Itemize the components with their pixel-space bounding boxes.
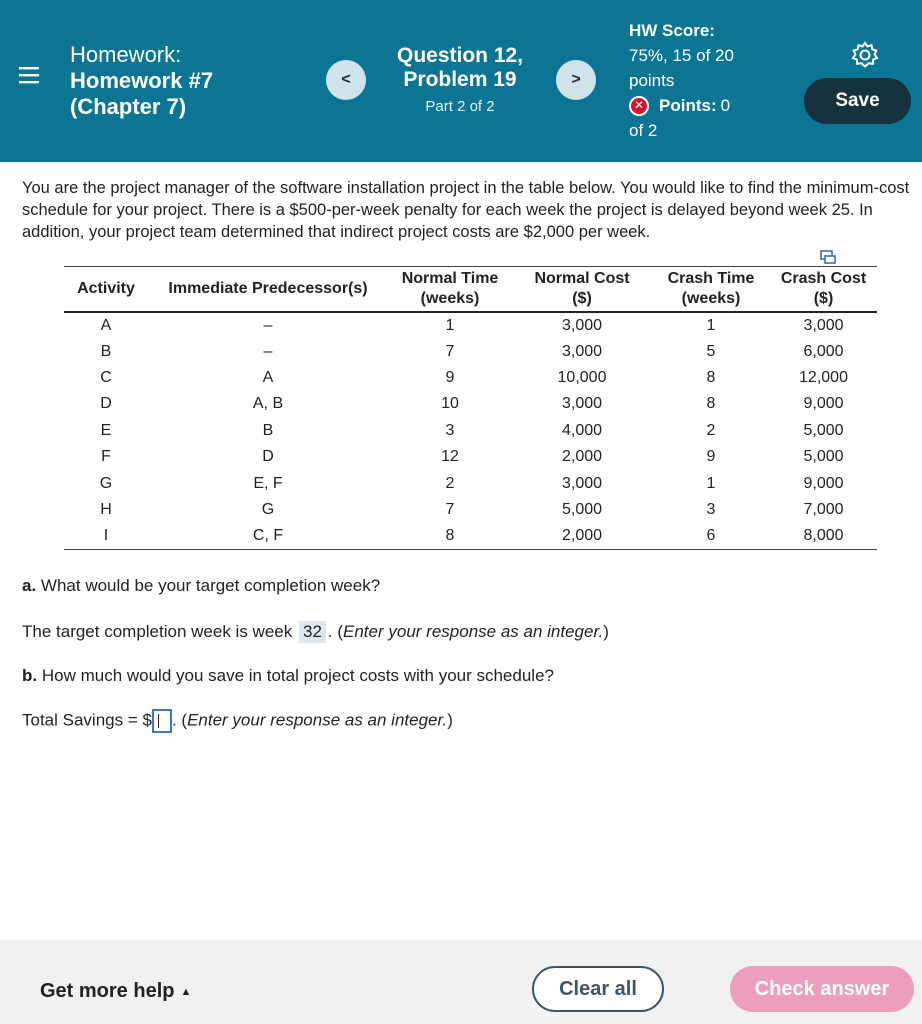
points-value: 0 bbox=[720, 96, 731, 115]
cell-crash-cost: 7,000 bbox=[803, 500, 844, 518]
cell-crash-time: 9 bbox=[706, 448, 716, 466]
part-a-answer-suffix: . ( bbox=[327, 622, 344, 641]
question-problem: Problem 19 bbox=[403, 68, 517, 91]
cell-crash-cost: 5,000 bbox=[803, 448, 844, 466]
part-b-answer-suffix: . ( bbox=[171, 710, 188, 730]
cell-activity: G bbox=[99, 474, 113, 492]
cell-normal-cost: 3,000 bbox=[561, 395, 603, 413]
table-row bbox=[64, 444, 877, 470]
cell-crash-cost: 9,000 bbox=[803, 474, 844, 492]
question-info bbox=[380, 44, 540, 115]
cell-activity: I bbox=[103, 527, 109, 545]
part-a-answer-hint: Enter your response as an integer. bbox=[343, 622, 604, 641]
points-of: of 2 bbox=[629, 121, 658, 140]
cell-normal-time: 8 bbox=[445, 527, 455, 545]
table-row bbox=[64, 418, 877, 444]
part-a-answer-line bbox=[22, 621, 609, 643]
part-a-question-text: What would be your target completion week? bbox=[40, 576, 381, 595]
cell-crash-time: 8 bbox=[706, 368, 716, 386]
header-crash-cost: Crash Cost ($) bbox=[780, 270, 867, 307]
homework-name: Homework #7 bbox=[70, 68, 214, 93]
table-row bbox=[64, 470, 877, 496]
cell-activity: C bbox=[100, 368, 112, 386]
hw-score-unit: points bbox=[629, 71, 675, 90]
header-normal-cost: Normal Cost ($) bbox=[534, 270, 630, 307]
cell-activity: B bbox=[100, 342, 112, 360]
table-row bbox=[64, 523, 877, 549]
cell-predecessor: A bbox=[262, 368, 274, 386]
table-header-row bbox=[64, 267, 877, 313]
cell-predecessor: C, F bbox=[252, 527, 284, 545]
cell-predecessor: A, B bbox=[252, 395, 284, 413]
incorrect-x-icon: ✕ bbox=[629, 96, 649, 116]
previous-question-button[interactable]: < bbox=[326, 60, 366, 100]
part-b-answer-close: ) bbox=[447, 710, 453, 730]
part-b-question-text: How much would you save in total project costs with your schedule? bbox=[41, 666, 554, 685]
homework-title bbox=[70, 42, 213, 120]
activity-table bbox=[64, 266, 877, 550]
cell-crash-cost: 9,000 bbox=[803, 395, 844, 413]
cell-crash-cost: 5,000 bbox=[803, 421, 844, 439]
homework-chapter: (Chapter 7) bbox=[70, 94, 187, 119]
cell-crash-time: 1 bbox=[706, 316, 716, 334]
part-b-question bbox=[22, 666, 554, 686]
bottom-toolbar bbox=[0, 940, 922, 1024]
caret-up-icon: ▲ bbox=[180, 985, 192, 998]
table-row bbox=[64, 338, 877, 364]
cell-activity: D bbox=[100, 395, 112, 413]
cell-crash-cost: 12,000 bbox=[799, 368, 848, 386]
total-savings-input[interactable] bbox=[152, 709, 172, 733]
cell-normal-cost: 3,000 bbox=[561, 316, 603, 334]
header-activity: Activity bbox=[77, 280, 135, 297]
cell-normal-cost: 5,000 bbox=[561, 500, 603, 518]
cell-crash-cost: 8,000 bbox=[803, 527, 844, 545]
part-a-answer-value[interactable]: 32 bbox=[299, 621, 326, 643]
cell-crash-time: 5 bbox=[706, 342, 716, 360]
cell-normal-time: 10 bbox=[441, 395, 459, 413]
cell-crash-time: 8 bbox=[706, 395, 716, 413]
part-b-answer-hint: Enter your response as an integer. bbox=[187, 710, 448, 730]
table-row bbox=[64, 391, 877, 417]
part-b-answer-prefix: Total Savings = $ bbox=[22, 710, 152, 730]
part-b-label: b. bbox=[22, 666, 38, 685]
table-row bbox=[64, 312, 877, 338]
cell-normal-cost: 4,000 bbox=[561, 421, 603, 439]
cell-activity: H bbox=[100, 500, 112, 518]
cell-predecessor: E, F bbox=[253, 474, 283, 492]
part-a-label: a. bbox=[22, 576, 37, 595]
score-panel bbox=[629, 18, 734, 143]
points-row bbox=[629, 93, 734, 118]
cell-normal-cost: 10,000 bbox=[557, 368, 607, 386]
cell-normal-time: 3 bbox=[445, 421, 455, 439]
cell-crash-time: 1 bbox=[706, 474, 716, 492]
cell-crash-time: 2 bbox=[706, 421, 716, 439]
cell-activity: F bbox=[101, 448, 111, 466]
question-title: Question 12, bbox=[396, 44, 524, 67]
cell-normal-cost: 3,000 bbox=[561, 474, 603, 492]
cell-predecessor: – bbox=[263, 342, 273, 360]
problem-statement: You are the project manager of the software installation project in the table below. You would like to find the minimum-cost schedule for your project. There is a $500-per-week penalty for each week the project is delayed beyond week 25. In addition, your project team determined that indirect project costs are $2,000 per week. bbox=[22, 179, 910, 241]
header-crash-time: Crash Time (weeks) bbox=[667, 270, 755, 307]
cell-crash-cost: 3,000 bbox=[803, 316, 844, 334]
homework-label: Homework: bbox=[70, 42, 182, 67]
points-label: Points: bbox=[659, 96, 717, 115]
next-question-button[interactable]: > bbox=[556, 60, 596, 100]
cell-predecessor: B bbox=[262, 421, 274, 439]
cell-normal-time: 7 bbox=[445, 342, 455, 360]
part-a-question bbox=[22, 576, 380, 596]
cell-normal-time: 9 bbox=[445, 368, 455, 386]
question-part: Part 2 of 2 bbox=[425, 98, 495, 115]
table-row bbox=[64, 365, 877, 391]
copy-table-icon[interactable] bbox=[820, 250, 836, 264]
cell-normal-cost: 2,000 bbox=[561, 448, 603, 466]
save-button[interactable]: Save bbox=[804, 78, 911, 124]
get-more-help-label: Get more help bbox=[40, 980, 175, 1002]
cell-normal-cost: 2,000 bbox=[561, 527, 603, 545]
cell-predecessor: – bbox=[263, 316, 273, 334]
cell-normal-cost: 3,000 bbox=[561, 342, 603, 360]
cell-activity: E bbox=[100, 421, 112, 439]
part-a-answer-close: ) bbox=[603, 622, 609, 641]
hamburger-menu-icon[interactable] bbox=[18, 64, 40, 86]
cell-activity: A bbox=[100, 316, 112, 334]
part-a-answer-prefix: The target completion week is week bbox=[22, 622, 293, 641]
get-more-help-button[interactable] bbox=[40, 980, 191, 1003]
top-header bbox=[0, 0, 922, 162]
hw-score-label: HW Score: bbox=[629, 21, 715, 40]
header-predecessor: Immediate Predecessor(s) bbox=[168, 280, 368, 297]
check-answer-button[interactable]: Check answer bbox=[730, 966, 914, 1012]
cell-normal-time: 12 bbox=[441, 448, 459, 466]
cell-crash-time: 6 bbox=[706, 527, 716, 545]
part-b-answer-line bbox=[22, 709, 453, 733]
clear-all-button[interactable]: Clear all bbox=[532, 966, 664, 1012]
cell-predecessor: D bbox=[262, 448, 274, 466]
header-normal-time: Normal Time (weeks) bbox=[401, 270, 499, 307]
cell-predecessor: G bbox=[261, 500, 275, 518]
cell-crash-cost: 6,000 bbox=[803, 342, 844, 360]
cell-crash-time: 3 bbox=[706, 500, 716, 518]
cell-normal-time: 2 bbox=[445, 474, 455, 492]
cell-normal-time: 7 bbox=[445, 500, 455, 518]
hw-score-value: 75%, 15 of 20 bbox=[629, 46, 734, 65]
table-row bbox=[64, 497, 877, 523]
gear-icon[interactable] bbox=[850, 40, 880, 70]
cell-normal-time: 1 bbox=[445, 316, 455, 334]
